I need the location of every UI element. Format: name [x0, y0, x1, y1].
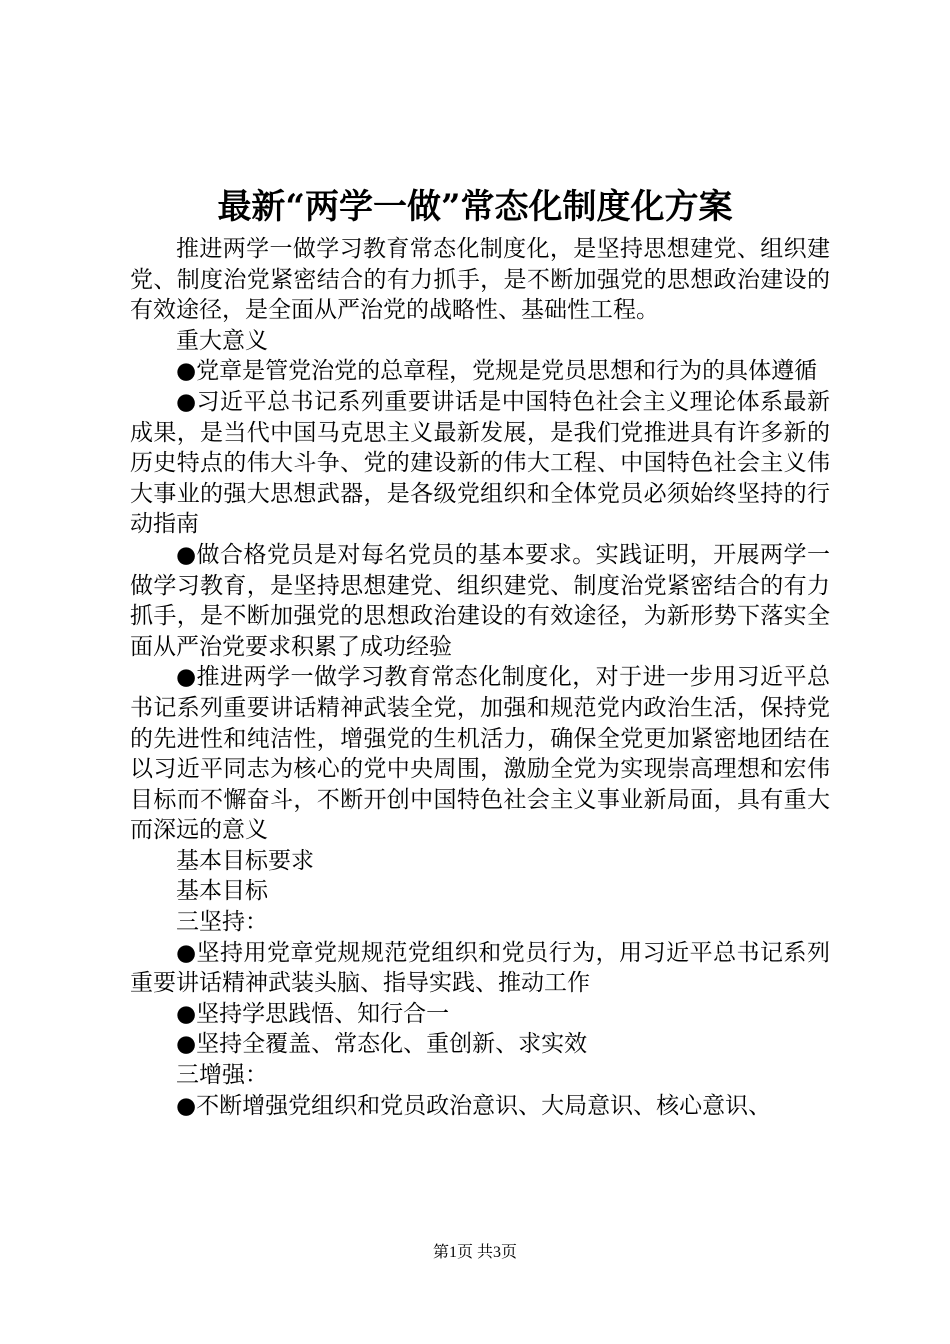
bullet-paragraph: ●坚持用党章党规规范党组织和党员行为，用习近平总书记系列重要讲话精神武装头脑、指导实践、推动工作 [130, 939, 830, 997]
section-heading: 重大意义 [176, 327, 268, 354]
bullet-paragraph: ●不断增强党组织和党员政治意识、大局意识、核心意识、 [176, 1092, 772, 1119]
document-body [130, 234, 830, 1121]
bullet-paragraph: ●党章是管党治党的总章程，党规是党员思想和行为的具体遵循 [176, 358, 818, 385]
paragraph: 推进两学一做学习教育常态化制度化，是坚持思想建党、组织建党、制度治党紧密结合的有力抓手，是不断加强党的思想政治建设的有效途径，是全面从严治党的战略性、基础性工程。 [130, 236, 830, 324]
subheading: 三增强： [176, 1062, 268, 1089]
bullet-paragraph: ●做合格党员是对每名党员的基本要求。实践证明，开展两学一做学习教育，是坚持思想建党、组织建党、制度治党紧密结合的有力抓手，是不断加强党的思想政治建设的有效途径，为新形势下落实全面从严治党要求积累了成功经验 [130, 541, 830, 660]
section-heading: 基本目标要求 [176, 847, 314, 874]
section-heading: 基本目标 [176, 878, 268, 905]
document-title: 最新“两学一做”常态化制度化方案 [217, 187, 733, 227]
bullet-paragraph: ●坚持全覆盖、常态化、重创新、求实效 [176, 1031, 588, 1058]
subheading: 三坚持： [176, 909, 268, 936]
bullet-paragraph: ●习近平总书记系列重要讲话是中国特色社会主义理论体系最新成果，是当代中国马克思主义最新发展，是我们党推进具有许多新的历史特点的伟大斗争、党的建设新的伟大工程、中国特色社会主义伟大事业的强大思想武器，是各级党组织和全体党员必须始终坚持的行动指南 [130, 388, 830, 538]
bullet-paragraph: ●推进两学一做学习教育常态化制度化，对于进一步用习近平总书记系列重要讲话精神武装全党，加强和规范党内政治生活，保持党的先进性和纯洁性，增强党的生机活力，确保全党更加紧密地团结在以习近平同志为核心的党中央周围，激励全党为实现崇高理想和宏伟目标而不懈奋斗，不断开创中国特色社会主义事业新局面，具有重大而深远的意义 [130, 664, 830, 844]
bullet-paragraph: ●坚持学思践悟、知行合一 [176, 1000, 450, 1027]
page-footer: 第1页 共3页 [432, 1244, 517, 1261]
